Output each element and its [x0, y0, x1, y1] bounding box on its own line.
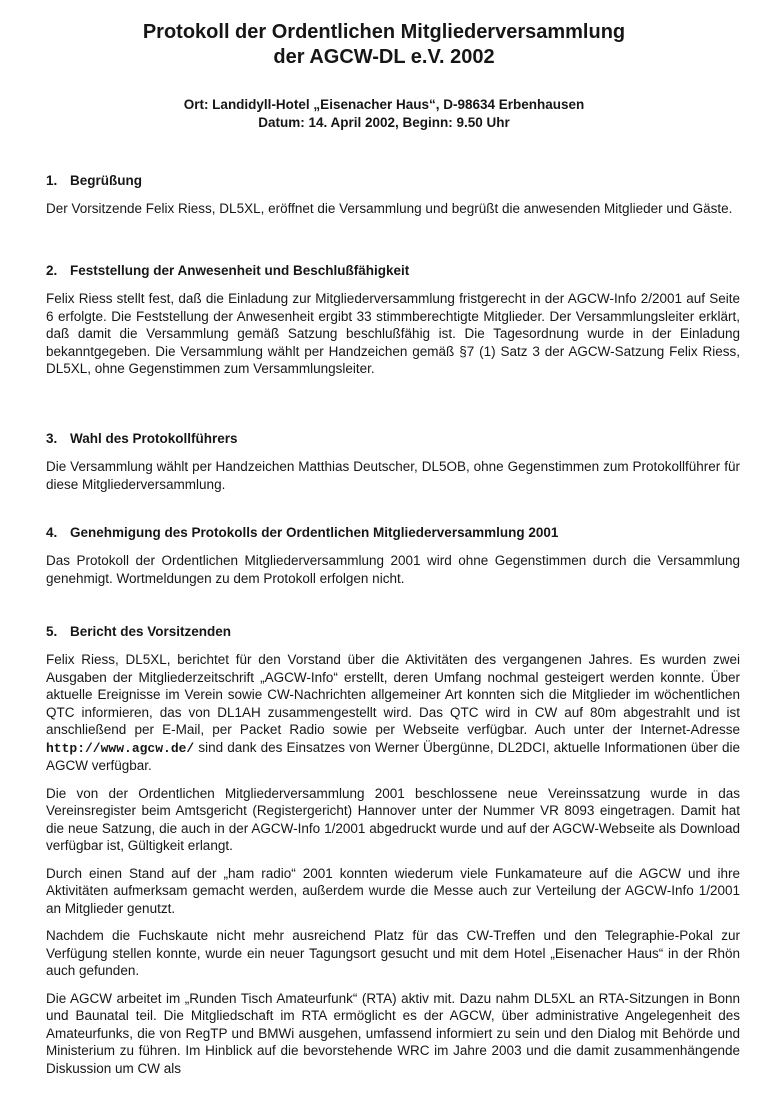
- section-number: 3.: [46, 431, 58, 446]
- section-title: Wahl des Protokollführers: [70, 431, 238, 446]
- section-heading: [46, 430, 740, 448]
- paragraph: Durch einen Stand auf der „ham radio“ 2001 konnten wiederum viele Funkamateure auf die AGCW und ihre Aktivitäten aufmerksam gemacht werden, außerdem wurde die Messe auch zur Verteilung der AGCW-Info 1/2001 an Mitglieder genutzt.: [46, 865, 740, 916]
- document-title: [0, 20, 768, 70]
- paragraph: Die AGCW arbeitet im „Runden Tisch Amateurfunk“ (RTA) aktiv mit. Dazu nahm DL5XL an RTA-Sitzungen in Bonn und Baunatal teil. Die Mitgliedschaft im RTA ermöglicht es der AGCW, über administrative Angelegenheit des Amateurfunks, die von RegTP und BMWi ausgehen, umfassend informiert zu sein und den Dialog mit Behörde und Ministerium zu führen. Im Hinblick auf die bevorstehende WRC im Jahre 2003 und die damit zusammenhängende Diskussion um CW als: [46, 990, 740, 1076]
- section-2: [46, 262, 740, 388]
- meeting-location: Ort: Landidyll-Hotel „Eisenacher Haus“, D-98634 Erbenhausen: [183, 97, 585, 112]
- paragraph: [46, 651, 740, 775]
- section-number: 1.: [46, 173, 58, 188]
- section-5: [46, 623, 740, 1087]
- section-title: Begrüßung: [70, 173, 142, 188]
- section-title: Feststellung der Anwesenheit und Beschlußfähigkeit: [70, 263, 410, 278]
- section-title: Bericht des Vorsitzenden: [70, 624, 232, 639]
- section-heading: [46, 524, 740, 542]
- section-title: Genehmigung des Protokolls der Ordentlichen Mitgliederversammlung 2001: [70, 525, 559, 540]
- paragraph: Felix Riess stellt fest, daß die Einladung zur Mitgliederversammlung fristgerecht in der AGCW-Info 2/2001 auf Seite 6 erfolgte. Die Feststellung der Anwesenheit ergibt 33 stimmberechtigte Mitglieder. Der Versammlungsleiter erklärt, daß damit die Versammlung gemäß Satzung beschlußfähig ist. Die Tagesordnung wurde in der Einladung bekanntgegeben. Die Versammlung wählt per Handzeichen gemäß §7 (1) Satz 3 der AGCW-Satzung Felix Riess, DL5XL, ohne Gegenstimmen zum Versammlungsleiter.: [46, 291, 740, 376]
- paragraph: Die von der Ordentlichen Mitgliederversammlung 2001 beschlossene neue Vereinssatzung wurde in das Vereinsregister beim Amtsgericht (Registergericht) Hannover unter der Nummer VR 8093 eingetragen. Damit hat die neue Satzung, die auch in der AGCW-Info 1/2001 abgedruckt wurde und auf der AGCW-Webseite als Download verfügbar ist, Gültigkeit erlangt.: [46, 785, 740, 853]
- section-number: 2.: [46, 263, 58, 278]
- section-number: 4.: [46, 525, 58, 540]
- paragraph: Die Versammlung wählt per Handzeichen Matthias Deutscher, DL5OB, ohne Gegenstimmen zum Protokollführer für diese Mitgliederversammlung.: [46, 459, 740, 492]
- section-heading: [46, 623, 740, 641]
- section-number: 5.: [46, 624, 58, 639]
- section-3: [46, 430, 740, 503]
- section-heading: [46, 262, 740, 280]
- title-line-2: der AGCW-DL e.V. 2002: [273, 46, 495, 68]
- section-1: [46, 172, 740, 228]
- paragraph-text: Felix Riess, DL5XL, berichtet für den Vorstand über die Aktivitäten des vergangenen Jahres. Es wurden zwei Ausgaben der Mitgliederzeitschrift „AGCW-Info“ erstellt, deren Umfang nochmal gesteigert werden konnte. Über aktuelle Ereignisse im Verein sowie CW-Nachrichten allgemeiner Art konnten sich die Mitglieder im wöchentlichen QTC informieren, das von DL1AH zusammengestellt wird. Das QTC wird in CW auf 80m abgestrahlt und ist anschließend per E-Mail, per Packet Radio sowie per Webseite verfügbar. Auch unter der Internet-Adresse: [46, 652, 740, 737]
- paragraph: Das Protokoll der Ordentlichen Mitgliederversammlung 2001 wird ohne Gegenstimmen durch die Versammlung genehmigt. Wortmeldungen zu dem Protokoll erfolgen nicht.: [46, 553, 740, 586]
- paragraph-text: sind dank des Einsatzes von Werner Übergünne, DL2DCI, aktuelle Informationen über die AGCW verfügbar.: [46, 739, 740, 773]
- section-heading: [46, 172, 740, 190]
- meeting-date: Datum: 14. April 2002, Beginn: 9.50 Uhr: [258, 115, 510, 130]
- paragraph: Nachdem die Fuchskaute nicht mehr ausreichend Platz für das CW-Treffen und den Telegraphie-Pokal zur Verfügung stellen konnte, wurde ein neuer Tagungsort gesucht und mit dem Hotel „Eisenacher Haus“ in der Rhön auch gefunden.: [46, 928, 740, 978]
- title-line-1: Protokoll der Ordentlichen Mitgliederversammlung: [142, 21, 626, 43]
- paragraph: Der Vorsitzende Felix Riess, DL5XL, eröffnet die Versammlung und begrüßt die anwesenden Mitglieder und Gäste.: [46, 201, 733, 216]
- section-4: [46, 524, 740, 597]
- website-url[interactable]: http://www.agcw.de/: [46, 740, 195, 756]
- meeting-meta: [0, 96, 768, 132]
